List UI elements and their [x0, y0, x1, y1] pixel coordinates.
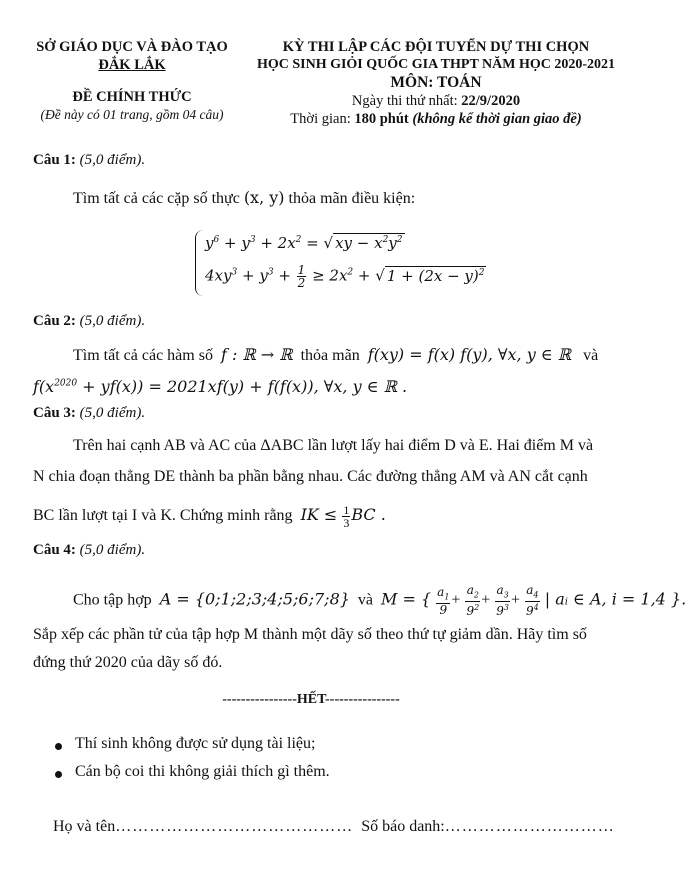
subject: MÔN: TOÁN	[390, 74, 482, 91]
question-4-label: Câu 4: (5,0 điểm).	[33, 542, 146, 558]
question-3-line2: N chia đoạn thẳng DE thành ba phần bằng nhau. Các đường thẳng AM và AN cắt cạnh	[33, 468, 588, 485]
question-1-label: Câu 1: (5,0 điểm).	[33, 152, 146, 168]
question-2-line2: $f(x^{2020} + yf(x)) = 2021xf(y) + f(f(x))$, ∀x, y ∈ ℝ .	[33, 377, 408, 396]
equation-system	[195, 230, 485, 298]
note-1: Thí sinh không được sử dụng tài liệu;	[75, 735, 316, 752]
department-line1: SỞ GIÁO DỤC VÀ ĐÀO TẠO	[36, 39, 228, 55]
note-2: Cán bộ coi thi không giải thích gì thêm.	[75, 763, 330, 780]
question-3-line3: BC lần lượt tại I và K. Chứng minh rằng IK ≤ $\frac{1}{3}$ BC .	[33, 503, 386, 530]
exam-time: Thời gian: 180 phút (không kể thời gian giao đề)	[290, 111, 582, 127]
name-label: Họ và tên	[53, 818, 116, 835]
question-1-intro: Tìm tất cả các cặp số thực (x, y) thỏa mãn điều kiện:	[73, 188, 416, 207]
question-2-line1: Tìm tất cả các hàm số f : ℝ → ℝ thỏa mãn f(xy) = f(x) f(y), ∀x, y ∈ ℝ và	[73, 345, 599, 364]
pages-note: (Đề này có 01 trang, gồm 04 câu)	[40, 107, 224, 122]
question-2-label: Câu 2: (5,0 điểm).	[33, 313, 146, 329]
exam-title-line2: HỌC SINH GIỎI QUỐC GIA THPT NĂM HỌC 2020-2021	[256, 57, 616, 72]
id-dots: …………………………	[444, 818, 615, 835]
question-4-line2: Sắp xếp các phần tử của tập hợp M thành một dãy số theo thứ tự giảm dần. Hãy tìm số	[33, 626, 587, 643]
header-left	[12, 38, 252, 124]
candidate-name-field	[53, 818, 615, 836]
equation-2: $4xy^3 + y^3$ + $\frac{1}{2}$ ≥ $2x^2$ + √ $1 + (2x - y)^2$	[205, 263, 485, 290]
official-label: ĐỀ CHÍNH THỨC	[72, 89, 192, 105]
system-brace	[195, 230, 204, 296]
bullet-icon	[55, 771, 62, 778]
bullet-icon	[55, 743, 62, 750]
id-label: Số báo danh:	[361, 818, 445, 835]
question-4-line3: đứng thứ 2020 của dãy số đó.	[33, 654, 223, 671]
question-3-line1: Trên hai cạnh AB và AC của ΔABC lần lượt lấy hai điểm D và E. Hai điểm M và	[73, 437, 594, 454]
equation-1: $y^6 + y^3 + 2x^2$ = √ xy − $x^2y^2$	[205, 234, 403, 252]
end-mark: ----------------HẾT----------------	[222, 692, 400, 707]
exam-title-line1: KỲ THI LẬP CÁC ĐỘI TUYỂN DỰ THI CHỌN	[282, 39, 590, 55]
question-3-label: Câu 3: (5,0 điểm).	[33, 405, 146, 421]
header-right	[250, 38, 622, 128]
name-dots: ……………………………………	[115, 818, 354, 835]
exam-date: Ngày thi thứ nhất: 22/9/2020	[351, 93, 521, 109]
department-line2: ĐẮK LẮK	[98, 57, 166, 73]
question-4-line1: Cho tập hợp A = {0;1;2;3;4;5;6;7;8} và M = { $\frac{a_1}{9}$ + $\frac{a_2}{9^2}$ + $\frac{a_3}{9^3}$ + $\frac{a_4}{9^4}$ | aᵢ ∈ A, i = 1,4 }.	[73, 583, 686, 619]
